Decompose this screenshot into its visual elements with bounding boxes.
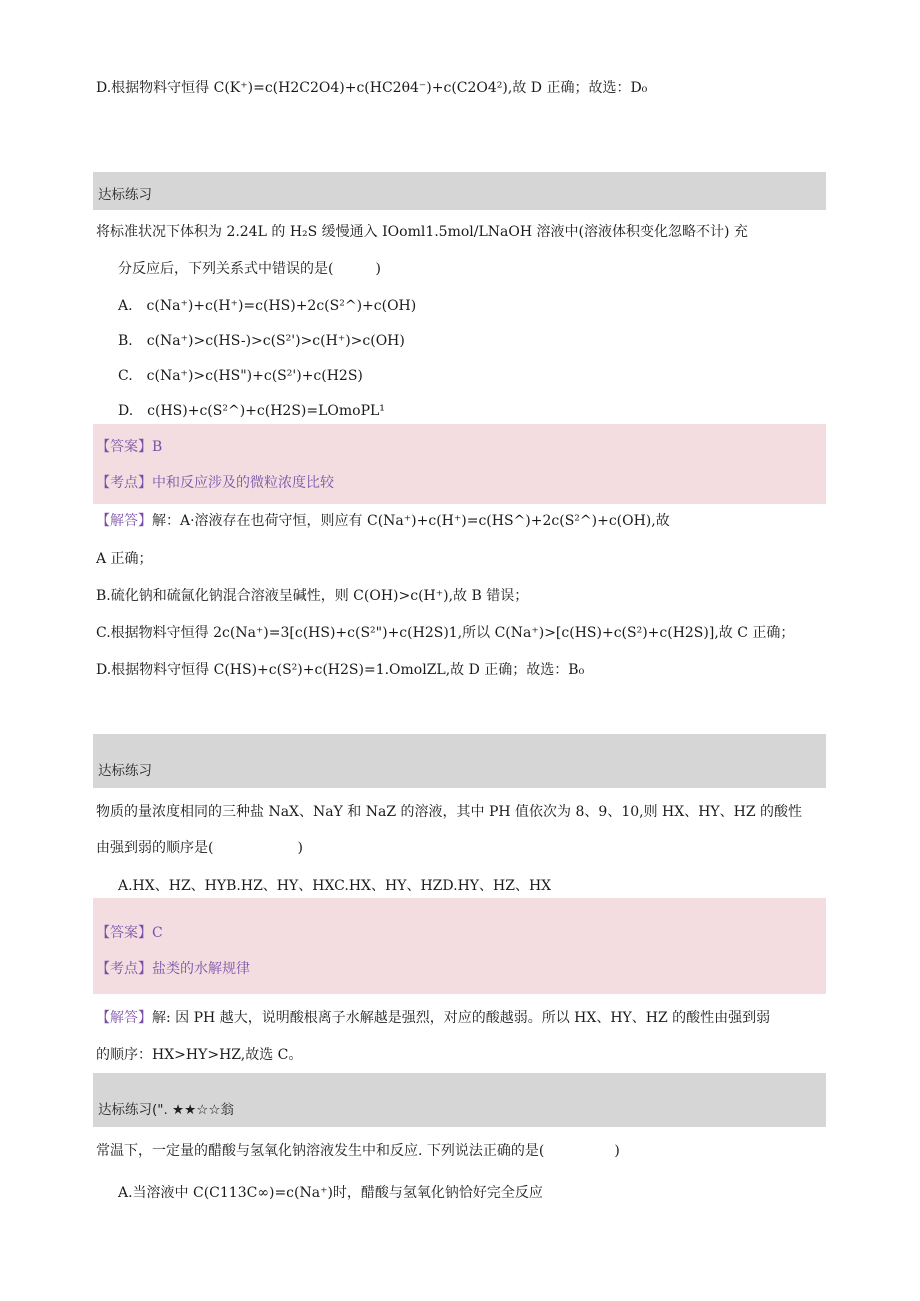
point-tag: 【考点】 — [96, 475, 152, 491]
answer-line — [96, 437, 162, 457]
answer-value: C — [152, 925, 163, 941]
question-line: 常温下，一定量的醋酸与氢氧化钠溶液发生中和反应. 下列说法正确的是( ) — [96, 1143, 620, 1159]
solution-line: 的顺序：HX>HY>HZ,故选 C。 — [96, 1047, 303, 1063]
answer-tag: 【答案】 — [96, 925, 152, 941]
point-value: 中和反应涉及的微粒浓度比较 — [152, 475, 334, 491]
solution-tag: 【解答】 — [96, 513, 152, 529]
question-line: 分反应后，下列关系式中错误的是( ) — [118, 261, 381, 277]
previous-solution-line: D.根据物料守恒得 C(K⁺)=c(H2C2O4)+c(HC2θ4⁻)+c(C2O4²),故 D 正确；故选：D₀ — [96, 80, 648, 96]
solution-line: C.根据物料守恒得 2c(Na⁺)=3[c(HS)+c(S²")+c(H2S)1,所以 C(Na⁺)>[c(HS)+c(S²)+c(H2S)],故 C 正确； — [96, 625, 795, 641]
answer-value: B — [152, 439, 163, 455]
point-line — [96, 959, 250, 979]
solution-line — [96, 1008, 770, 1028]
answer-band — [93, 898, 826, 994]
option-line: A.HX、HZ、HYB.HZ、HY、HXC.HX、HY、HZD.HY、HZ、HX — [118, 878, 552, 894]
solution-tag: 【解答】 — [96, 1010, 152, 1026]
option-d: D. c(HS)+c(S²^)+c(H2S)=LOmoPL¹ — [118, 403, 385, 419]
solution-text: 解: 因 PH 越大，说明酸根离子水解越是强烈，对应的酸越弱。所以 HX、HY、HZ 的酸性由强到弱 — [152, 1010, 771, 1026]
solution-line — [96, 511, 670, 531]
option-b: B. c(Na⁺)>c(HS-)>c(S²')>c(H⁺)>c(OH) — [118, 333, 405, 349]
section-header-band — [93, 172, 826, 210]
question-line: 由强到弱的顺序是( ) — [96, 840, 303, 856]
solution-line: B.硫化钠和硫氤化钠混合溶液呈碱性，则 C(OH)>c(H⁺),故 B 错误； — [96, 588, 529, 604]
solution-line: D.根据物料守恒得 C(HS)+c(S²)+c(H2S)=1.OmolZL,故 D 正确；故选：B₀ — [96, 662, 585, 678]
option-a: A.当溶液中 C(C113C∞)=c(Na⁺)时，醋酸与氢氧化钠恰好完全反应 — [118, 1185, 543, 1201]
section-header-band — [93, 734, 826, 788]
point-line — [96, 473, 334, 493]
solution-line: A 正确； — [96, 551, 153, 567]
option-c: C. c(Na⁺)>c(HS")+c(S²')+c(H2S) — [118, 368, 363, 384]
question-line: 物质的量浓度相同的三种盐 NaX、NaY 和 NaZ 的溶液，其中 PH 值依次为 8、9、10,则 HX、HY、HZ 的酸性 — [96, 804, 803, 820]
answer-tag: 【答案】 — [96, 439, 152, 455]
point-value: 盐类的水解规律 — [152, 961, 250, 977]
question-line: 将标准状况下体积为 2.24L 的 H₂S 缓慢通入 IOoml1.5mol/LNaOH 溶液中(溶液体积变化忽略不计) 充 — [96, 224, 748, 240]
section-header-title: 达标练习 — [98, 187, 152, 203]
answer-line — [96, 923, 163, 943]
point-tag: 【考点】 — [96, 961, 152, 977]
solution-text: 解：A·溶液存在也荷守恒，则应有 C(Na⁺)+c(H⁺)=c(HS^)+2c(S²^)+c(OH),故 — [152, 513, 670, 529]
option-a: A. c(Na⁺)+c(H⁺)=c(HS)+2c(S²^)+c(OH) — [118, 298, 417, 314]
section-header-title: 达标练习(". ★★☆☆翁 — [98, 1102, 234, 1118]
section-header-title: 达标练习 — [98, 763, 152, 779]
